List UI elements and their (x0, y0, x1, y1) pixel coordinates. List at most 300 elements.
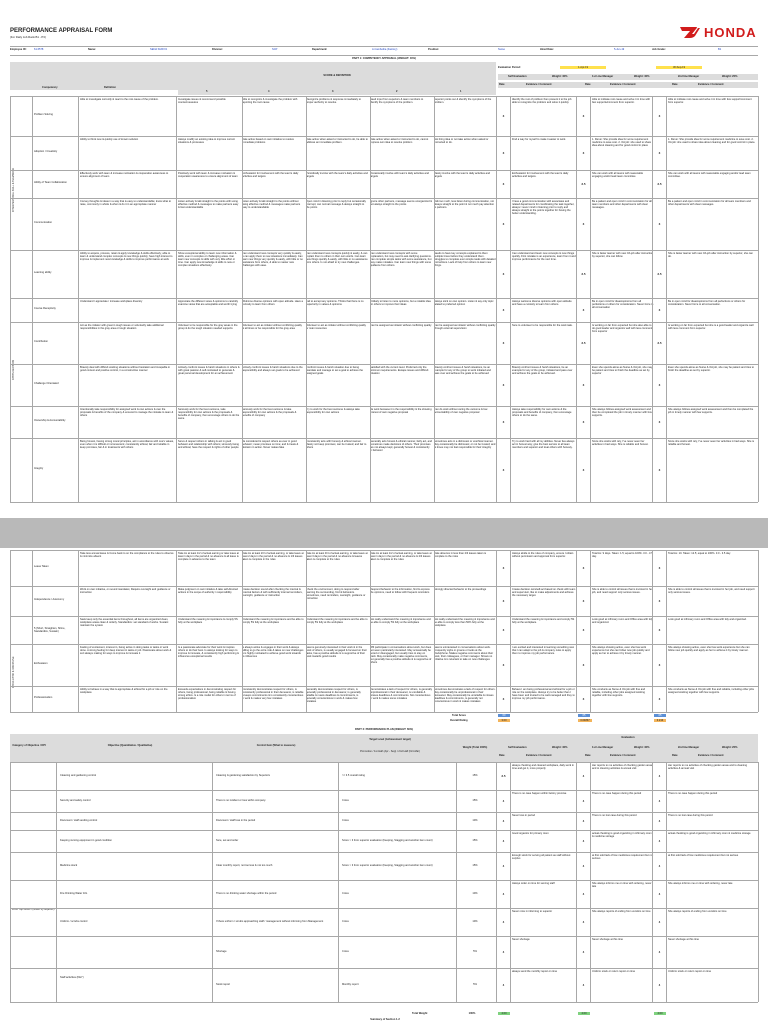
self-rate[interactable]: 3.5 (501, 774, 506, 778)
manager2-comment[interactable]: Able to indicate root cause and solve it in time with few support/comment from superior. (668, 98, 752, 105)
self-comment[interactable]: Can understand and learn new concepts & new things quickly. First mistake is an experience, learn from it and improve performance for the next time. (512, 252, 576, 262)
competency-name: Problem Solving (34, 113, 53, 116)
self-comment[interactable]: always checking and cleaned workplace, daily work in time and get it, more properly (512, 764, 574, 771)
column-divider (306, 96, 307, 502)
column-divider (242, 550, 243, 712)
form-title: PERFORMANCE APPRAISAL FORM (10, 28, 113, 34)
manager1-rate[interactable]: 4 (582, 920, 585, 924)
self-rate[interactable]: 3 (502, 697, 505, 701)
group-label-work-ethic: WORK ETHIC & DISCIPLINE (12, 656, 15, 688)
manager2-comment[interactable]: She is able to control all issues that is involved in her job, and need support only serious issues. (668, 588, 755, 595)
manager1-rate[interactable]: 3 (582, 628, 585, 632)
manager1-comment[interactable]: She always follows assigned work assessment and then be completed the job in timely manner with few supports. (592, 408, 652, 418)
control-item: Clear monthly report, not too less & not too much (216, 864, 273, 867)
manager2-rate[interactable]: 4 (658, 950, 661, 954)
manager2-comment[interactable]: Uniform stock or return report on time (668, 970, 712, 973)
manager2-rate[interactable]: 3 (658, 628, 661, 632)
manager2-comment[interactable]: She always informs me on time with ordering, never late (668, 882, 733, 885)
row-divider (10, 170, 758, 171)
competency-definition: Take less annual leave & Come back to on the compliance to the rules to observe & minimize absent (80, 552, 174, 559)
self-comment[interactable]: I have a good communication with associates and related departments for coordinating the task together, always I never mind in listening prior to reply and always straight to the points together for having the better understanding. (512, 200, 575, 216)
score-level-4-text: Is always active & engages in their work & always willing to go the extra mile & takes on new challenges & is highly motivated to achieve good work towards its influences (242, 646, 304, 659)
self-rate[interactable]: 3 (502, 272, 505, 276)
manager1-rate[interactable]: 3 (582, 697, 585, 701)
self-comment[interactable]: Identify the root of problem then present it to the job able to recognize the problem and solve it quickly. (512, 98, 572, 105)
manager1-rate[interactable]: 3 (582, 663, 585, 667)
manager1-comment[interactable]: at first sold lack of few medicines requirement but not serious (592, 854, 654, 861)
row-divider (10, 762, 758, 763)
manager1-comment[interactable]: She is faster learner with new OA job after instruction by superior, she can follow (592, 252, 653, 259)
department: A.Cambodia (Factory) (372, 48, 398, 51)
row-divider (10, 322, 758, 323)
score-level-4-text: Can understand new concepts very quickly & easily, & can apply them to new situations immediately. Can learn new things very quickly & easily, with little or no assistance from others, & able to master new challenges with ease. (242, 252, 303, 268)
manager2-comment[interactable]: Is working on far from expected but she is a good leader and organize well with less comment from superior. (668, 324, 754, 331)
manager1-rate[interactable]: 3 (582, 383, 585, 387)
manager2-comment[interactable]: at first sold lack of few medicines requirement but not serious (668, 854, 739, 857)
manager2-comment[interactable]: Never shortage at this time (668, 938, 699, 941)
self-rate[interactable]: 3 (502, 566, 505, 570)
target-col-header: Target Level (Achievement target) (369, 738, 411, 741)
name-label: Name: (88, 48, 96, 51)
objective-text: Document / staff sending control (60, 819, 98, 822)
manager2-rate[interactable]: 3 (658, 308, 661, 312)
self-rate[interactable]: 4 (502, 983, 505, 987)
manager2-rate[interactable]: 4 (658, 774, 661, 778)
manager2-rate[interactable]: 4 (658, 799, 661, 803)
column-divider (576, 550, 577, 712)
self-rate[interactable]: 3 (502, 341, 505, 345)
manager2-comment[interactable]: She conducts as Nurse & OA job with fine and reliable, including other jobs assigned working together with few supports. (668, 688, 754, 695)
column-divider (758, 550, 759, 712)
score-level-1-text: Not bring idea or not take action when asked or instructed to do. (434, 138, 489, 145)
manager2-rate[interactable]: 3 (658, 697, 661, 701)
self-rate[interactable]: 3 (502, 114, 505, 118)
eval-weights-row: Self Evaluation Weight: 40% 1st Line Manager Weight: 40% 2nd line Manager Weight: 20% (498, 74, 758, 80)
self-comment[interactable]: Always welcome diverse opinions with open attitude and have a curiosity to learn from others. (512, 300, 572, 307)
target-level: Cross (342, 819, 349, 822)
manager2-rate[interactable]: 4 (658, 983, 661, 987)
competency-name: 5 (Short, Straighten, Shine, Standardize, Sustain) (34, 627, 66, 634)
manager1-comment[interactable]: 1. Rerun: She provide idea for some requirement medicine to save cost. 2. OA job: she used to share idea about cleaning and for good control in place (592, 138, 652, 148)
competency-definition: Feeling of excitement, interest in, being active in doing tasks or tasks or work done. A strong feeling for deep interest in tasks or job. Passionate about work & sort always making for ways to improve & innovate it (80, 646, 172, 656)
m2-overall: 3.213 (654, 719, 666, 722)
manager2-comment[interactable]: She can work with all teams with reasonable engaging and/or lead team committee. (668, 172, 751, 179)
weight: 10% (472, 892, 478, 895)
manager2-rate[interactable]: 3 (658, 420, 661, 424)
competency-definition: Convey thoughts & ideas in a way that is easy to understandable; know what to raise, commonly in whole & when & do it in an appropriate manner (80, 200, 171, 207)
score-level-5-text: Exceeds expectations in demonstrating respect for others, being professional, being reliable & having strong ethics. Is a role model for others in terms of professionalism (178, 688, 237, 701)
row-divider (10, 712, 758, 713)
manager1-comment[interactable]: Be in open mind for ideas/opinions from all perfections or others for consideration. Never force to all conversation (592, 300, 654, 310)
self-rate[interactable]: 4 (502, 950, 505, 954)
score-level-5-text: Appreciate the different views & opinions to carefully examine views that are acceptable and worth trying (178, 300, 239, 307)
row-divider (10, 586, 758, 587)
manager2-rate[interactable]: 3 (658, 566, 661, 570)
employee-info-row (10, 47, 758, 55)
manager2-comment[interactable]: She always reports of ending from vendors on time (668, 910, 727, 913)
manager2-comment[interactable]: There is no lost case during this period (668, 814, 713, 817)
weight: 10% (472, 819, 478, 822)
manager2-rate[interactable]: 3.5 (657, 272, 662, 276)
row-divider (10, 644, 758, 645)
brand-name: HONDA (704, 25, 757, 40)
manager1-rate[interactable]: 4 (582, 839, 585, 843)
manager1-rate[interactable]: 3.5 (581, 182, 586, 186)
manager2-comment[interactable]: Be a patient and open mind in communication for all team members and other departments with clear messages. (668, 200, 751, 207)
manager1-rate[interactable]: 3.5 (581, 272, 586, 276)
target-level: Score > 3 from superior evaluation (Keeping, Stagging and another item count) (342, 839, 433, 842)
self-comment[interactable]: Always take responsibility for own actions & the proposals and benefits of company, then encourage others to do the same. (512, 408, 572, 418)
score-level-1-text: Bravely confront issues & harsh situations, be an example for any of the group to work initiated and pass over and achieve the goals to be achieved (434, 366, 491, 376)
manager1-comment[interactable]: She always informs me on time with ordering, never late (592, 882, 652, 889)
score-level-3-text: Volunteer to act as initiator without conflicting quality or main resources (306, 324, 366, 331)
eval-period-label: Evaluation Period: (498, 66, 521, 69)
manager2-rate[interactable]: 4 (658, 920, 661, 924)
self-rate[interactable]: 3 (502, 628, 505, 632)
target-level: Cross (342, 920, 349, 923)
manager1-comment[interactable]: actual checking is good organizing in infirmary room & medicine storage (592, 832, 652, 839)
manager1-comment[interactable]: Even she spends alone as Nurse & OA job, she may be patient and tries to finish the deadline as set by superior (592, 366, 653, 376)
target-level: Score > 3 from superior evaluation (Keeping, Stagging and another item count) (342, 864, 433, 867)
self-rate[interactable]: 3 (502, 222, 505, 226)
row-divider (10, 364, 758, 365)
manager1-comment[interactable]: Total AL: 9 days. Taken: 1.5; equal to 100%. 3.0 - 3.5 day. (592, 552, 653, 559)
manager1-rate[interactable]: 3 (582, 222, 585, 226)
score-level-1-text: Can be assigned as initiator without conflicting quality through external supervision (434, 324, 496, 331)
self-overall: 3.00 (498, 719, 510, 722)
self-comment[interactable]: Always order on time for serving staff (512, 882, 555, 885)
manager1-comment[interactable]: Uniform stock or return report on time (592, 970, 636, 973)
column-divider (176, 550, 177, 712)
manager1-rate[interactable]: 3.5 (581, 341, 586, 345)
competency-definition: Bravely deal with difficult working situations without hesitation and incapable in good context and positive control, in a constructive manner (80, 366, 171, 373)
score-level-4-text: Seriously work for the best outcome & take responsibility for own actions & the proposals & benefits of company (242, 408, 297, 418)
self-comment[interactable]: Try to work hard with all my abilities. Never lies always act in honest way; give the best service to all team members and superior and treat others with honesty. (512, 440, 575, 450)
score-level-3-text: Try to work for the best outcome & always take responsibility for own actions (306, 408, 360, 415)
manager2-comment[interactable]: Be in open mind for ideas/opinions from all perfections or others for consideration. Never force to all conversation. (668, 300, 746, 307)
section-summary: Summary of Section 1-2 (370, 1018, 400, 1021)
manager1-comment[interactable]: Look good at infirmary room and Office area with tidy and organized. (592, 618, 653, 625)
score-level-3-text: Open mind in listening prior to reply but occasionally interrupt; can normal message & always straight to the points (306, 200, 366, 210)
manager1-rate[interactable]: 4 (582, 892, 585, 896)
manager1-rate[interactable]: 3 (582, 114, 585, 118)
group-label-interpersonal: INTERPERSONAL SKILL & TEAMWORK (12, 167, 15, 212)
competency-definition: Ability to think new & quickly use of known solution (80, 138, 139, 141)
objective-text: Security and safety control (60, 799, 91, 802)
column-divider (666, 550, 667, 712)
weight: 15% (472, 839, 478, 842)
self-comment[interactable]: Always abide to the rules of company, ensure I obtain without permission and approval from superior. (512, 552, 574, 559)
score-level-3-text: Generally demonstrates respect for others, is generally professional in demeanor, is generally reliable & meets deadlines & commitments, is generally conscientious in work & makes few mistakes (306, 688, 361, 704)
column-divider (434, 550, 435, 712)
weight: 10% (472, 920, 478, 923)
competency-definition: Ability to acquire, process, retain & apply knowledge & skills effectively; able to learn & understand complex concepts & new things quickly; have high interest to improve & implement new knowledge & skills to improve performance at work (80, 252, 173, 262)
score-level-5-text: Investigate issues & recommend possible countermeasures (178, 98, 226, 105)
column-divider (10, 96, 11, 502)
column-divider (652, 550, 653, 712)
manager1-rate[interactable]: 4 (582, 864, 585, 868)
manager1-comment[interactable]: Since she works with rely, I've never seen her activities in bad ways. She is reliable and honest. (592, 440, 649, 447)
target-level: Monthly report (342, 983, 359, 986)
employee-name: SENA SURIYA (150, 48, 168, 51)
manager2-comment[interactable]: She always follows assigned work assessment and then be completed the job in timely manner with few supports. (668, 408, 754, 415)
manager1-rate[interactable]: 3 (582, 308, 585, 312)
competency-definition: Effectively work with team & increase motivation & cooperation awareness to ensure alignment of team (80, 172, 169, 179)
manager2-rate[interactable]: 4 (658, 892, 661, 896)
manager1-comment[interactable]: She can work with all teams with reasonable engaging and/or lead team committee (592, 172, 644, 179)
manager2-rate[interactable]: 3 (658, 114, 661, 118)
column-divider (758, 762, 759, 1002)
manager2-comment[interactable]: There is no case happen during this period (668, 792, 718, 795)
score-level-1-text: Can do work without caring the outcome & low accountability of own negative proposal (434, 408, 488, 415)
manager1-comment[interactable]: Never shortage at this time (592, 938, 623, 941)
manager2-comment[interactable]: Total AL: 10. Taken: 12.5; equal to 100%. 3.0 - 3.5 day. (668, 552, 731, 555)
self-comment[interactable]: Never miss in informing to superior (512, 910, 553, 913)
manager2-rate[interactable]: 3.5 (657, 182, 662, 186)
overall-rating-label: Overall Rating (450, 719, 468, 722)
self-rate[interactable]: 3 (502, 599, 505, 603)
self-comment[interactable]: I am excited and interested in learning something new that I can adapt to the job & company rules to apply them to improve my job performance. (512, 646, 574, 656)
manager1-comment[interactable]: Able to indicate root cause and solve it in time with few supports/comment from superior. (592, 98, 651, 105)
manager2-rate[interactable]: 3.5 (657, 341, 662, 345)
row-divider (10, 298, 758, 299)
manager2-rate[interactable]: 3 (658, 222, 661, 226)
self-comment[interactable]: Understand the meaning & importance and comply 5S fully at the workplace. (512, 618, 575, 625)
manager2-comment[interactable]: Look good at infirmary room and Office area with tidy and organized. (668, 618, 747, 621)
objective-text: Uniform / scrubs control (60, 920, 88, 923)
score-level-2-text: Take active when asked or instructed to do, cannot express own idea to resolve problem (370, 138, 429, 145)
self-comment[interactable]: Sure to volunteer to be responsible for the work task. (512, 324, 573, 327)
score-level-4-text: Listen actively & talk straight to the points without using effective method & messages make partners easy to understandable (242, 200, 301, 210)
manager1-rate[interactable]: 4 (582, 983, 585, 987)
self-comment[interactable]: Never shortage (512, 938, 530, 941)
manager1-comment[interactable]: There is no case happen during this period (592, 792, 642, 795)
row-divider (10, 406, 758, 407)
self-rate[interactable]: 4 (502, 839, 505, 843)
form-subtitle: (For Daily Job Rank B1 - P3) (10, 35, 46, 39)
self-rate[interactable]: 3 (502, 182, 505, 186)
manager1-comment[interactable]: She is able to control all issues that is involved in her job, and need support only serious issues. (592, 588, 653, 595)
manager1-rate[interactable]: 3 (582, 151, 585, 155)
manager1-comment[interactable]: Her reports to me activities of checking garden areas and to cleaning activities & annual visit (592, 764, 653, 771)
score-level-3-text: Check the environment, doing to respond after learning the surrounding, find & behaviors. Sometimes, need reminders, oversight, guidance or instruction (306, 588, 366, 601)
score-level-1-text: Needs to have key concepts explained to them multiple times before they understand them. Struggles to complete even simple tasks with detailed instructions. Lack of help from others to learn new things. (434, 252, 496, 268)
competency-col-header: Competency (42, 86, 58, 89)
score-level-2-text: Satisfied with the current level. Preferred only the minimum requirements. Escape issues and difficult situation (370, 366, 429, 376)
weight: 15% (472, 799, 478, 802)
competency-name: Course Receptivity (34, 307, 56, 310)
manager1-rate[interactable]: 3 (582, 566, 585, 570)
column-divider (510, 550, 511, 712)
self-rate[interactable]: 4 (502, 799, 505, 803)
self-rate[interactable]: 4 (502, 920, 505, 924)
self-rate[interactable]: 4 (502, 892, 505, 896)
manager2-comment[interactable]: She always showing active, even she has work experience but she can follow new job quickly and apply as her to achieve it by timely manner. (668, 646, 750, 653)
score-level-3-text: Confront issues & harsh situation due to being mandate and manage to set a goal to achieve the assigned goals (306, 366, 363, 376)
score-level-2-text: Respond behavior to the information, find & express the opinions, need to follow with frequent reminders (370, 588, 430, 595)
column-divider (242, 96, 243, 502)
column-divider (758, 96, 759, 502)
self-comment[interactable]: Behave I am being professional and ethical for a job or role on the workplace. Always try to be better than I have been and trusted to be well-managed and they to improve my job performance. (512, 688, 575, 701)
manager1-rate[interactable]: 4 (582, 799, 585, 803)
manager2-rate[interactable]: 4 (658, 864, 661, 868)
target-subheader: Promotion / 1st Half (Apr - Sep) / 2nd Half (Oct-Mar) (360, 750, 420, 753)
manager1-rate[interactable]: 4 (582, 950, 585, 954)
score-level-2-text: Will participate in conversations about work, but does not seem particularly interested. May occasionally be bored or disengaged, but usually tries to stay on track. May occasionally make negative comments, but generally has a positive attitude & is supportive of others (370, 646, 432, 665)
column-divider (652, 96, 653, 502)
manager1-comment[interactable]: She always reports of ending from vendors on time (592, 910, 651, 913)
competency-definition: Being honest, having strong moral principles, act in accordance with one's values, even when it is difficult or inconvenient; consistently ethical, fair and reliable in keep promises, fair & in treatments with others (80, 440, 174, 450)
evaluation-header: Evaluation (621, 736, 635, 739)
manager1-comment[interactable]: She always showing active, even she has work experience but she can follow new job quickly and apply as her to achieve it by timely manner. (592, 646, 650, 656)
score-level-1-text: Strongly directed behavior to the proceedings (434, 588, 487, 591)
score-level-2-text: Demonstrates a lack of respect for others, is generally unprofessional in their demeanor, is unreliable & misses deadlines & commitments. Not conscientious in work & makes some mistakes (370, 688, 432, 701)
manager2-rate[interactable]: 3 (658, 468, 661, 472)
total-weight-label: Total Weight (412, 1012, 428, 1015)
score-level-1-text: Not really understand the meaning & importance and be able to comply less than 50% fully at the workplace (434, 618, 495, 628)
self-comment[interactable]: Create decision own/self-act based on check with team and supervisor, like to make adjustments and achieve the necessary target. (512, 588, 576, 598)
control-item: Document / staff loss in the period (216, 819, 256, 822)
self-rate[interactable]: 3 (502, 308, 505, 312)
column-divider (306, 550, 307, 712)
column-divider (56, 762, 57, 1002)
row-divider (10, 438, 758, 439)
column-divider (666, 96, 667, 502)
self-rate[interactable]: 3 (502, 420, 505, 424)
score-level-3-text: Take AL at least 3/4 of actual earning, or take leave at least 3 days in the period & no absence & leaves taken is complete to the rules (306, 552, 368, 562)
score-level-3-text: Consistently acts with honesty & ethical manner. Rarely not keep promises; can be trusted; and fair to others (306, 440, 367, 450)
manager1-rate[interactable]: 4 (582, 819, 585, 823)
manager2-rate[interactable]: 3 (658, 599, 661, 603)
competency-name: Leave Taken (34, 565, 49, 568)
column-divider (590, 762, 591, 1002)
score-level-1-text: Talk too much, less listen during communication, not always straight to the point & not much pay attention to partners. (434, 200, 495, 210)
division-label: Division: (212, 48, 223, 51)
manager2-comment[interactable]: Her reports to me activities of checking garden areas and to cleaning activities & annual visit (668, 764, 748, 771)
weight: 5% (473, 983, 477, 986)
competency-name: Integrity (34, 467, 44, 470)
row-divider (10, 1002, 758, 1003)
manager2-comment[interactable]: Since she works with rely, I've never seen her activities in bad ways. She is reliable and honest. (668, 440, 755, 447)
score-level-2-text: Occasionally involve with team's daily activities and targets (370, 172, 429, 179)
department-label: Department: (312, 48, 328, 51)
self-comment[interactable]: Bravely confront issues & harsh situations, be an example for any of the group, initiated and pass over and achieve the goals to be achieved. (512, 366, 573, 376)
manager2-rate[interactable]: 4 (658, 819, 661, 823)
self-rate[interactable]: 3 (502, 468, 505, 472)
row-divider (10, 880, 758, 881)
column-divider (576, 96, 577, 502)
control-col-header: Control Item (What to measure) (256, 744, 296, 747)
score-level-1-text: Superior points out & identify the symptoms of the problem. (434, 98, 492, 105)
column-divider (496, 96, 497, 502)
job-grade-label: Job Grade: (652, 48, 666, 51)
row-divider (10, 616, 758, 617)
score-level-4-text: Understand the meaning & importance and be able to comply 5S fully at the workplace (242, 618, 304, 625)
column-divider (496, 550, 497, 712)
competency-name: Professionalism (34, 696, 53, 699)
m2-total: 65 (654, 714, 666, 717)
self-comment[interactable]: There is no case happen within factory premise (512, 792, 567, 795)
self-rate[interactable]: 4 (502, 819, 505, 823)
score-level-3-text: Take active when asked or instructed to do, be able to address an immediate problem. (306, 138, 368, 145)
manager1-comment[interactable]: She conducts as Nurse & OA job with fine and reliable, including other jobs assigned working together with few supports. (592, 688, 646, 698)
column-divider (496, 762, 497, 1002)
column-divider (10, 762, 11, 1002)
manager2-rate[interactable]: 3 (658, 151, 661, 155)
competency-name: Challenge Orientated (34, 382, 59, 385)
score-level-5-text: Always modify an existing idea to improve current situations & processes (178, 138, 235, 145)
manager2-comment[interactable]: actual checking is good organizing in infirmary room & medicine storage (668, 832, 751, 835)
column-divider (32, 550, 33, 712)
column-divider (370, 550, 371, 712)
competency-name: Contribution (34, 340, 48, 343)
manager2-rate[interactable]: 3 (658, 663, 661, 667)
manager2-rate[interactable]: 4 (658, 839, 661, 843)
manager1-rate[interactable]: 4 (582, 774, 585, 778)
row-divider (10, 968, 758, 969)
self-rate[interactable]: 3 (502, 383, 505, 387)
manager2-comment[interactable]: She is faster learner with new OA job after instruction by superior, she can do. (668, 252, 753, 259)
manager1-rate[interactable]: 3 (582, 420, 585, 424)
score-level-2-text: Take AL at least 1/2 of actual earning, or take leave at least 1 days in the period & no absence & 2/3 leaves taken is complete to the rules (370, 552, 432, 562)
score-level-4-text: Able to recognize & investigate the problem with reporting the root cause (242, 98, 298, 105)
self-comment[interactable]: Enthusiastic for involvement with the team's daily activities and targets. (512, 172, 569, 179)
hired-label: Hired Date: (540, 48, 554, 51)
self-comment[interactable]: Good organize for primary room (512, 832, 549, 835)
manager2-comment[interactable]: 1. Rerun: She provide idea for some requirement medicine to save cost. 2. OA job: she used to share idea about cleaning and for good control in place. (668, 138, 756, 145)
score-level-3-text: Understand the meaning & importance and be able to comply 5S fully at the workplace (306, 618, 368, 625)
manager2-comment[interactable]: Even she spends alone as Nurse & OA job, she may be patient and tries to finish the deadline as set by superior. (668, 366, 754, 373)
row-divider (10, 550, 758, 551)
competency-definition: Understand / appreciate / increase workplace diversity (80, 300, 143, 303)
row-divider (10, 198, 758, 199)
self-rate[interactable]: 4 (502, 864, 505, 868)
competency-definition: Work on own initiative, on sound mandates; Require oversight and guidance or instruction (80, 588, 171, 595)
self-rate[interactable]: 3 (502, 663, 505, 667)
manager1-comment[interactable]: Be a patient and open mind in communication for all team members and other departments with clear messages. (592, 200, 652, 210)
employee-id: 61.6578 (34, 48, 44, 51)
self-rate[interactable]: 3 (502, 151, 505, 155)
score-level-1-text: Seems uninterested in conversations about work. Frequently sighs or groans or looks at the clock/phone. Makes negative comments about their work, their colleagues, or their manager. Shows no initiative & is reluctant to take on new challenges (434, 646, 494, 662)
self-comment[interactable]: Enough stock for serving all patient as staff without surplus (512, 854, 571, 861)
column-divider (370, 96, 371, 502)
manager1-comment[interactable]: There is no lost case during this period (592, 814, 637, 817)
score-level-5-text: Listen actively & talk straight to the points with using effective method & messages to make partners easy & fast understandable (178, 200, 239, 210)
score-level-5-text: Take AL at least 1/2 of actual earning or take leave at least 1 days in the period & no absence & all leave is complete in advance to the team (178, 552, 239, 562)
score-level-4-text: Volunteer to act as initiator without conflicting quality at all times or be responsible for the gray area (242, 324, 302, 331)
column-divider (666, 762, 667, 1002)
definition-col-header: Definition (104, 86, 116, 89)
row-divider (10, 812, 758, 813)
self-comment[interactable]: always send the monthly report on time (512, 970, 558, 973)
row-divider (10, 686, 758, 687)
score-level-2-text: Need input from superiors & team members to identify the symptoms of the problem. (370, 98, 424, 105)
manager1-comment[interactable]: Is working on far from expected but she also able to do good leader and organize well with less comment from superior (592, 324, 653, 334)
self-comment[interactable]: Never loss in period (512, 814, 535, 817)
score-level-5-text: Make judgment on own initiative & take self-directed actions in the scope of authority / responsibility (178, 588, 238, 595)
score-level-2-text: Generally acts honest & ethical manner, fairly act, and sometimes make decisions of others. Their promises are not always kept; generally honest & consistently in behavior (370, 440, 432, 453)
self-comment[interactable]: Find a way for myself to make it easier to work. (512, 138, 567, 141)
column-divider (510, 96, 511, 502)
job-grade: B1 (718, 48, 722, 51)
row-divider (10, 790, 758, 791)
manager1-rate[interactable]: 3 (582, 599, 585, 603)
manager2-rate[interactable]: 3 (658, 383, 661, 387)
target-level: Cross (342, 950, 349, 953)
manager1-rate[interactable]: 3 (582, 468, 585, 472)
objective-category: From Top Down / (Given by superior) (12, 908, 55, 911)
competency-definition: Intentionally take responsibility for assigned work & own actions & own the proposals & benefits of the company & ensured to manage the mistake to team & others (80, 408, 174, 418)
